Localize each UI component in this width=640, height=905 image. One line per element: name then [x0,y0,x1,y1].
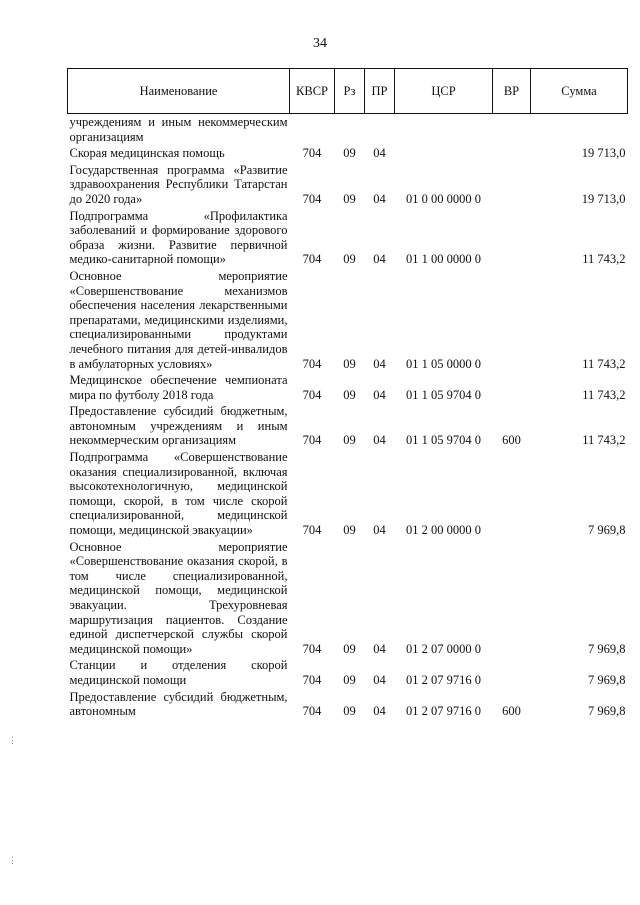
cell-vr [493,208,531,268]
cell-csr [395,145,493,162]
cell-sum: 11 743,2 [582,433,626,448]
table-row [68,162,628,208]
cell-kvsr: 704 [302,433,322,448]
cell-name: Основное мероприятие «Совершенствование механизмов обеспечения населения лекарственными препаратами, медицинскими изделиями, специализированными продуктами лечебного питания для детей-инвалидов в амбулаторных условиях» [69,268,288,371]
scan-edge-mark: ⋮ [8,735,17,745]
cell-pr: 04 [373,387,386,402]
cell-name: Предоставление субсидий бюджетным, автономным учреждениям и иным некоммерческим организациям [69,404,288,448]
cell-vr [493,539,531,658]
table-row [68,268,628,372]
cell-csr: 01 1 05 9704 0 [406,387,481,402]
cell-pr: 04 [373,191,386,206]
cell-kvsr: 704 [302,672,322,687]
table-row [68,372,628,403]
cell-name: Подпрограмма «Совершенствование оказания специализированной, включая высокотехнологичную, медицинской помощи, скорой, в том числе скорой специализированной, медицинской помощи, медицинской эвакуации» [69,450,288,538]
cell-sum: 7 969,8 [588,672,626,687]
cell-vr [493,145,531,162]
cell-rz [335,114,365,146]
cell-sum: 11 743,2 [582,387,626,402]
cell-kvsr: 704 [302,356,322,371]
cell-pr: 04 [373,252,386,267]
cell-name: Государственная программа «Развитие здравоохранения Республики Татарстан до 2020 года» [69,162,288,206]
header-kvsr: КВСР [290,69,335,114]
cell-name: Подпрограмма «Профилактика заболеваний и формирование здорового образа жизни. Развитие первичной медико-санитарной помощи» [69,208,288,267]
cell-pr: 04 [373,672,386,687]
cell-sum: 19 713,0 [581,146,626,161]
cell-csr: 01 1 05 9704 0 [406,433,481,448]
cell-sum: 7 969,8 [588,641,626,656]
cell-rz: 09 [343,704,356,719]
cell-kvsr [290,114,335,146]
header-csr: ЦСР [395,69,493,114]
cell-kvsr: 704 [302,252,322,267]
cell-vr: 600 [502,433,521,448]
cell-kvsr: 704 [302,704,322,719]
cell-pr: 04 [373,523,386,538]
cell-name: учреждениям и иным некоммерческим организациям [69,115,288,144]
cell-kvsr: 704 [302,641,322,656]
cell-name: Скорая медицинская помощь [69,146,225,161]
cell-pr: 04 [373,704,386,719]
cell-csr [395,114,493,146]
cell-name: Предоставление субсидий бюджетным, автономным [69,689,288,719]
header-sum: Сумма [531,69,628,114]
header-vr: ВР [493,69,531,114]
cell-name: Медицинское обеспечение чемпионата мира по футболу 2018 года [69,373,288,402]
cell-csr: 01 0 00 0000 0 [406,191,481,206]
cell-rz: 09 [343,433,356,448]
cell-rz: 09 [343,191,356,206]
cell-rz: 09 [343,641,356,656]
cell-kvsr: 704 [302,387,322,402]
cell-vr [493,449,531,539]
cell-name: Основное мероприятие «Совершенствование оказания скорой, в том числе специализированной, медицинской помощи, медицинской эвакуации. Трехуровневая маршрутизация пациентов. Создание единой диспетчерской службы скорой медицинской помощи» [69,539,288,656]
cell-csr: 01 2 07 0000 0 [406,641,481,656]
cell-sum [531,114,628,146]
cell-sum: 7 969,8 [588,523,626,538]
budget-table [67,68,628,720]
cell-csr: 01 2 07 9716 0 [406,672,481,687]
cell-rz: 09 [343,252,356,267]
scan-edge-mark: ⋮ [8,855,17,865]
table-row [68,403,628,449]
cell-kvsr: 704 [302,146,322,161]
cell-csr: 01 2 07 9716 0 [406,704,481,719]
header-rz: Рз [335,69,365,114]
cell-sum: 7 969,8 [588,704,626,719]
cell-name: Станции и отделения скорой медицинской помощи [69,658,288,687]
table-row [68,539,628,658]
cell-pr: 04 [373,146,386,161]
table-header-row [68,69,628,114]
cell-pr [365,114,395,146]
table-row [68,114,628,146]
cell-kvsr: 704 [302,191,322,206]
cell-rz: 09 [343,146,356,161]
cell-pr: 04 [373,641,386,656]
table-row [68,689,628,720]
page-number: 34 [313,36,327,51]
table-row [68,208,628,268]
cell-rz: 09 [343,523,356,538]
cell-vr [493,162,531,208]
cell-kvsr: 704 [302,523,322,538]
cell-vr: 600 [502,704,521,719]
cell-vr [493,372,531,403]
cell-pr: 04 [373,356,386,371]
cell-csr: 01 1 05 0000 0 [406,356,481,371]
cell-sum: 19 713,0 [581,191,626,206]
cell-csr: 01 1 00 0000 0 [406,252,481,267]
cell-vr [493,268,531,372]
table-row [68,145,628,162]
header-name: Наименование [68,69,290,114]
table-row [68,449,628,539]
header-pr: ПР [365,69,395,114]
cell-rz: 09 [343,387,356,402]
cell-vr [493,114,531,146]
cell-sum: 11 743,2 [582,356,626,371]
cell-rz: 09 [343,356,356,371]
table-body [68,114,628,720]
cell-sum: 11 743,2 [582,252,626,267]
cell-vr [493,657,531,688]
cell-pr: 04 [373,433,386,448]
table-row [68,657,628,688]
cell-csr: 01 2 00 0000 0 [406,523,481,538]
cell-rz: 09 [343,672,356,687]
